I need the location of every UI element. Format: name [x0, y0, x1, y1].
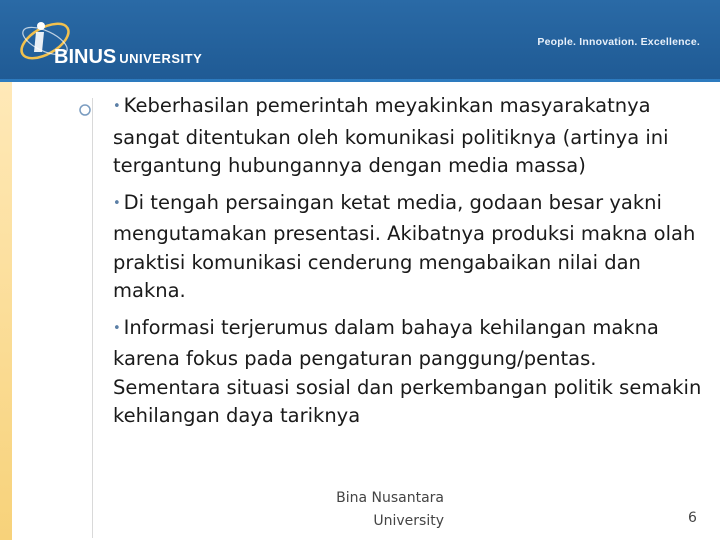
page-number: 6	[688, 510, 697, 526]
vertical-divider	[92, 98, 93, 538]
footer-organization	[300, 487, 444, 533]
slide-body	[113, 92, 703, 439]
logo-wordmark: BINUS UNIVERSITY	[54, 46, 203, 68]
header-bar	[0, 0, 720, 82]
bullet-item	[113, 314, 703, 431]
footer-org-line1: Bina Nusantara	[336, 490, 444, 506]
circle-marker-icon	[78, 103, 92, 117]
bullet-icon: •	[113, 320, 121, 336]
bullet-text: Di tengah persaingan ketat media, godaan besar yakni mengutamakan presentasi. Akibatnya produksi makna olah praktisi komunikasi cenderung mengabaikan nilai dan makna.	[113, 190, 696, 302]
tagline: People. Innovation. Excellence.	[537, 36, 700, 48]
bullet-text: Informasi terjerumus dalam bahaya kehilangan makna karena fokus pada pengaturan panggung/pentas. Sementara situasi sosial dan perkembangan politik semakin kehilangan daya tariknya	[113, 315, 702, 427]
bullet-item	[113, 189, 703, 306]
bullet-item	[113, 92, 703, 181]
left-accent-band	[0, 82, 12, 540]
bullet-icon: •	[113, 195, 121, 211]
bullet-text: Keberhasilan pemerintah meyakinkan masyarakatnya sangat ditentukan oleh komunikasi politiknya (artinya ini tergantung hubungannya dengan media massa)	[113, 94, 669, 177]
footer-org-line2: University	[373, 513, 444, 529]
bullet-icon: •	[113, 99, 121, 114]
